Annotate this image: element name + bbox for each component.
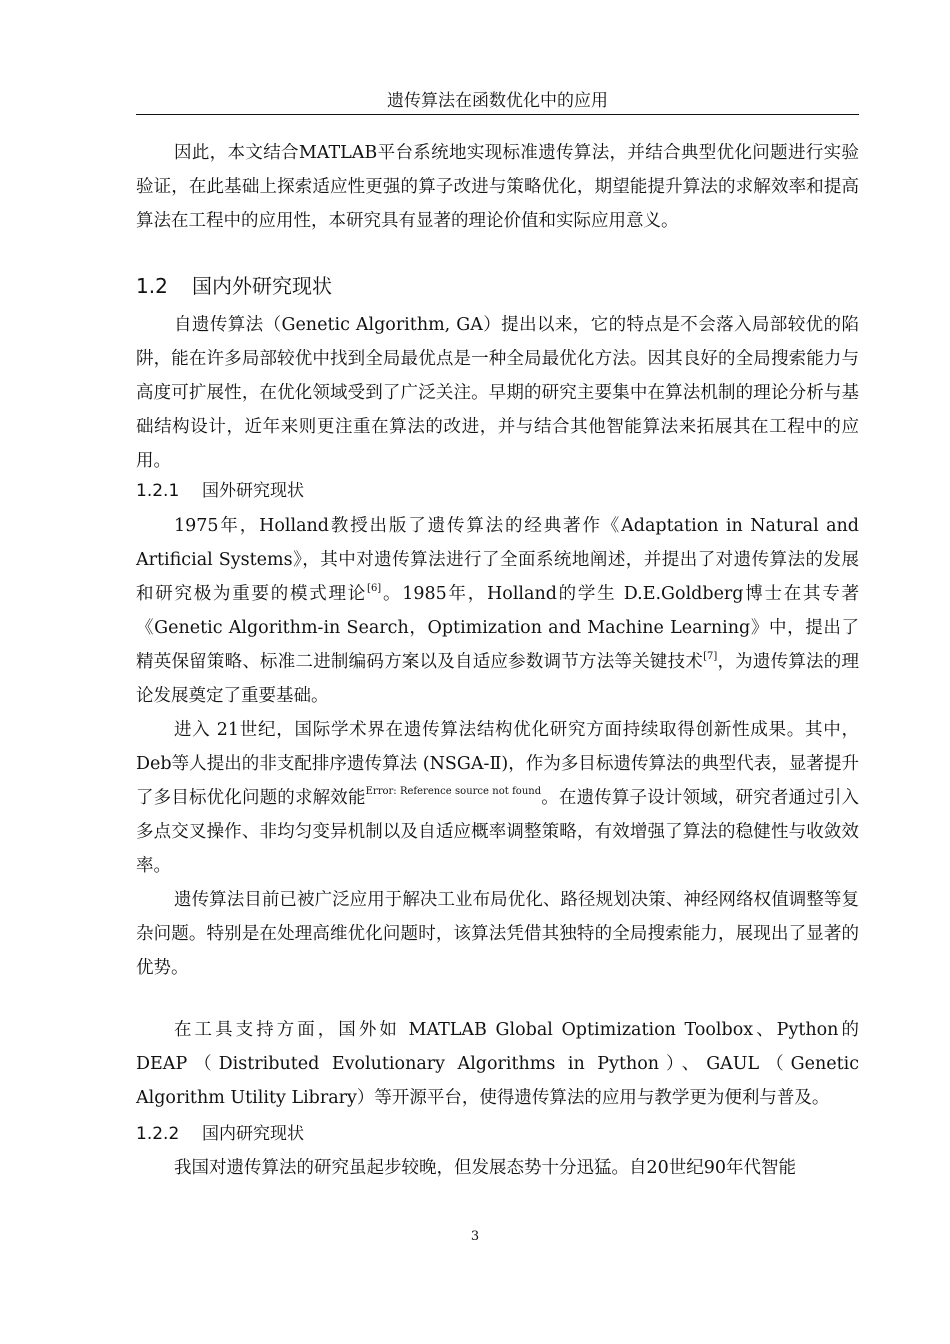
paragraph-21st-century bbox=[136, 713, 859, 883]
running-header: 遗传算法在函数优化中的应用 bbox=[387, 91, 608, 111]
paragraph-text: 1975年，Holland教授出版了遗传算法的经典著作《Adaptation in Natural and Artificial Systems》，其中对遗传算法进行了全面系统地阐述，并提出了对遗传算法的发展和研究极为重要的模式理论 bbox=[136, 516, 859, 604]
section-number: 1.2.2 bbox=[136, 1124, 180, 1144]
paragraph-holland bbox=[136, 509, 859, 713]
section-heading-1-2-2 bbox=[136, 1121, 304, 1147]
section-heading-1-2-1 bbox=[136, 478, 304, 504]
paragraph-overview: 自遗传算法（Genetic Algorithm, GA）提出以来，它的特点是不会落入局部较优的陷阱，能在许多局部较优中找到全局最优点是一种全局最优化方法。因其良好的全局搜索能力与高度可扩展性，在优化领域受到了广泛关注。早期的研究主要集中在算法机制的理论分析与基础结构设计，近年来则更注重在算法的改进，并与结合其他智能算法来拓展其在工程中的应用。 bbox=[136, 315, 859, 471]
paragraph-tools: 在工具支持方面，国外如 MATLAB Global Optimization Toolbox、Python的 DEAP（Distributed Evolutionary Algorithms in Python）、GAUL（Genetic Algorithm Utility Library）等开源平台，使得遗传算法的应用与教学更为便利与普及。 bbox=[136, 1020, 859, 1108]
section-number: 1.2.1 bbox=[136, 481, 180, 501]
section-number: 1.2 bbox=[136, 274, 168, 298]
paragraph-domestic: 我国对遗传算法的研究虽起步较晚，但发展态势十分迅猛。自20世纪90年代智能 bbox=[174, 1158, 797, 1178]
section-title: 国外研究现状 bbox=[202, 481, 304, 501]
paragraph-intro-conclusion: 因此，本文结合MATLAB平台系统地实现标准遗传算法，并结合典型优化问题进行实验验证，在此基础上探索适应性更强的算子改进与策略优化，期望能提升算法的求解效率和提高算法在工程中的应用性，本研究具有显著的理论价值和实际应用意义。 bbox=[136, 143, 859, 231]
section-title: 国内研究现状 bbox=[202, 1124, 304, 1144]
citation-6: [6] bbox=[367, 583, 382, 594]
citation-7: [7] bbox=[703, 651, 718, 662]
paragraph-text: 进入 21世纪，国际学术界在遗传算法结构优化研究方面持续取得创新性成果。其中，Deb等人提出的非支配排序遗传算法 (NSGA-Ⅱ)，作为多目标遗传算法的典型代表，显著提升了多目标优化问题的求解效能 bbox=[136, 720, 859, 808]
paragraph-text: ，为遗传算法的理论发展奠定了重要基础。 bbox=[136, 652, 859, 706]
reference-error: Error: Reference source not found bbox=[365, 786, 542, 797]
section-heading-1-2 bbox=[136, 271, 332, 301]
paragraph-applications: 遗传算法目前已被广泛应用于解决工业布局优化、路径规划决策、神经网络权值调整等复杂问题。特别是在处理高维优化问题时，该算法凭借其独特的全局搜索能力，展现出了显著的优势。 bbox=[136, 890, 859, 978]
header-rule bbox=[136, 114, 859, 115]
page-number: 3 bbox=[470, 1229, 480, 1244]
paragraph-text: 。在遗传算子设计领域，研究者通过引入多点交叉操作、非均匀变异机制以及自适应概率调整策略，有效增强了算法的稳健性与收敛效率。 bbox=[136, 788, 860, 876]
paragraph-text: 。1985年，Holland的学生 D.E.Goldberg博士在其专著《Genetic Algorithm-in Search，Optimization and Machine Learning》中，提出了精英保留策略、标准二进制编码方案以及自适应参数调节方法等关键技术 bbox=[136, 584, 860, 672]
section-title: 国内外研究现状 bbox=[192, 274, 332, 298]
